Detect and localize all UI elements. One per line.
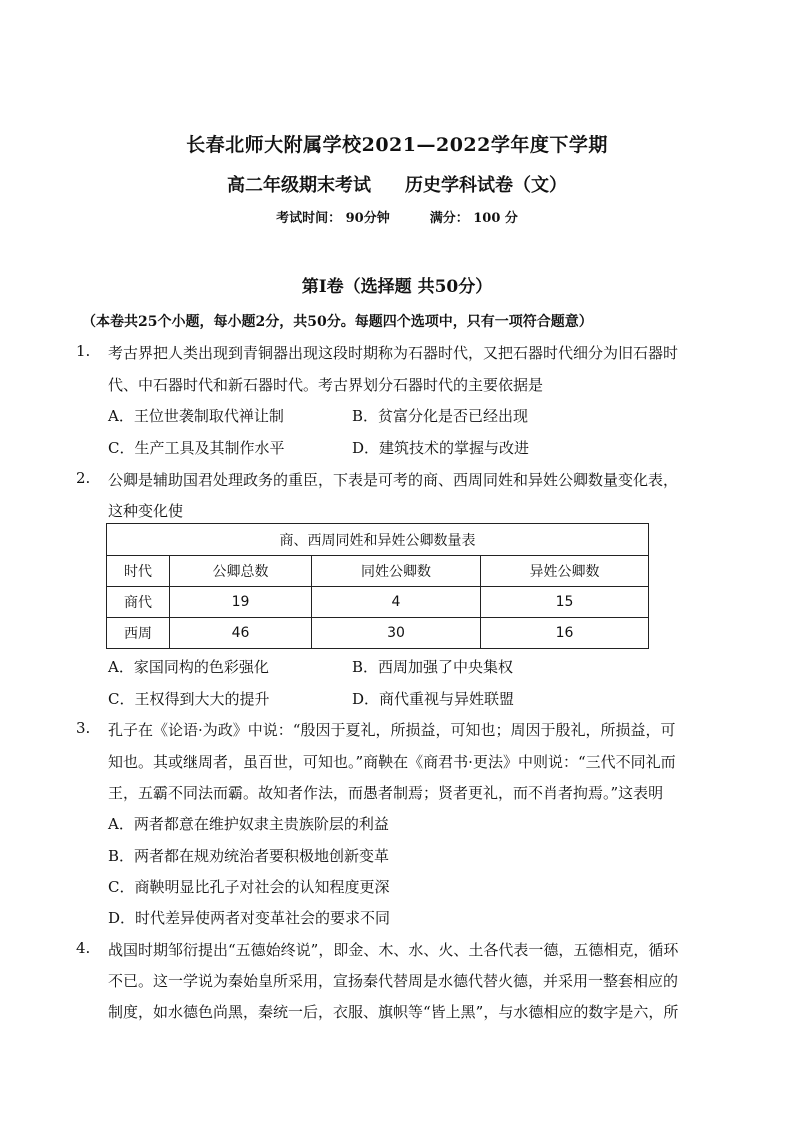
option-d[interactable]: D．时代差异使两者对变革社会的要求不同 — [108, 909, 391, 927]
question-text-line: 公卿是辅助国君处理政务的重臣，下表是可考的商、西周同姓和异姓公卿数量变化表， — [108, 471, 679, 489]
option-a[interactable]: A．家国同构的色彩强化 — [108, 658, 269, 676]
question-text-line: 不已。这一学说为秦始皇所采用，宣扬秦代替周是水德代替火德，并采用一整套相应的 — [108, 972, 679, 990]
exam-subtitle — [0, 171, 794, 197]
table-header-cell: 时代 — [107, 556, 170, 587]
question-text-line: 王，五霸不同法而霸。故知者作法，而愚者制焉；贤者更礼，而不肖者拘焉。”这表明 — [108, 784, 664, 802]
section-note: （本卷共25个小题，每小题2分，共50分。每题四个选项中，只有一项符合题意） — [82, 314, 593, 330]
exam-info — [0, 207, 794, 226]
subject-name: 历史学科试卷（文） — [405, 175, 567, 196]
option-b[interactable]: B．贫富分化是否已经出现 — [352, 407, 529, 425]
question-number: 3. — [76, 719, 91, 737]
option-c[interactable]: C．商鞅明显比孔子对社会的认知程度更深 — [108, 878, 390, 896]
question-number: 2. — [76, 469, 91, 487]
option-a[interactable]: A．两者都意在维护奴隶主贵族阶层的利益 — [108, 815, 389, 833]
question-text-line: 战国时期邹衍提出“五德始终说”，即金、木、水、火、土各代表一德，五德相克，循环 — [108, 941, 679, 959]
table-header-cell: 同姓公卿数 — [312, 556, 481, 587]
question-text-line: 考古界把人类出现到青铜器出现这段时期称为石器时代，又把石器时代细分为旧石器时 — [108, 344, 679, 362]
option-c[interactable]: C．王权得到大大的提升 — [108, 690, 270, 708]
exam-time: 考试时间： 90分钟 — [276, 211, 390, 226]
question-text-line: 代、中石器时代和新石器时代。考古界划分石器时代的主要依据是 — [108, 376, 544, 394]
table-cell: 16 — [481, 618, 649, 649]
table-cell: 商代 — [107, 587, 170, 618]
table-header-cell: 公卿总数 — [170, 556, 312, 587]
data-table — [106, 523, 649, 649]
option-b[interactable]: B．西周加强了中央集权 — [352, 658, 514, 676]
question-text-line: 这种变化使 — [108, 502, 184, 520]
table-cell: 46 — [170, 618, 312, 649]
question-text-line: 知也。其或继周者，虽百世，可知也。”商鞅在《商君书·更法》中则说：“三代不同礼而 — [108, 753, 676, 771]
table-row — [107, 618, 649, 649]
table-row — [107, 587, 649, 618]
table-cell: 19 — [170, 587, 312, 618]
table-cell: 15 — [481, 587, 649, 618]
option-d[interactable]: D．建筑技术的掌握与改进 — [352, 439, 530, 457]
question-number: 1. — [76, 342, 91, 360]
option-d[interactable]: D．商代重视与异姓联盟 — [352, 690, 515, 708]
option-a[interactable]: A．王位世袭制取代禅让制 — [108, 407, 284, 425]
table-cell: 30 — [312, 618, 481, 649]
table-cell: 4 — [312, 587, 481, 618]
question-number: 4. — [76, 939, 91, 957]
table-header-row — [107, 556, 649, 587]
table-caption: 商、西周同姓和异姓公卿数量表 — [107, 524, 649, 556]
full-score: 满分： 100 分 — [429, 211, 518, 226]
section-title: 第Ⅰ卷（选择题 共50分） — [301, 277, 493, 297]
question-text-line: 孔子在《论语·为政》中说：“殷因于夏礼，所损益，可知也；周因于殷礼，所损益，可 — [108, 721, 676, 739]
option-b[interactable]: B．两者都在规劝统治者要积极地创新变革 — [108, 847, 390, 865]
question-text-line: 制度，如水德色尚黑，秦统一后，衣服、旗帜等“皆上黑”，与水德相应的数字是六，所 — [108, 1003, 679, 1021]
exam-name: 高二年级期末考试 — [227, 175, 371, 196]
option-c[interactable]: C．生产工具及其制作水平 — [108, 439, 285, 457]
table-header-cell: 异姓公卿数 — [481, 556, 649, 587]
table-cell: 西周 — [107, 618, 170, 649]
exam-title: 长春北师大附属学校2021—2022学年度下学期 — [186, 134, 608, 156]
